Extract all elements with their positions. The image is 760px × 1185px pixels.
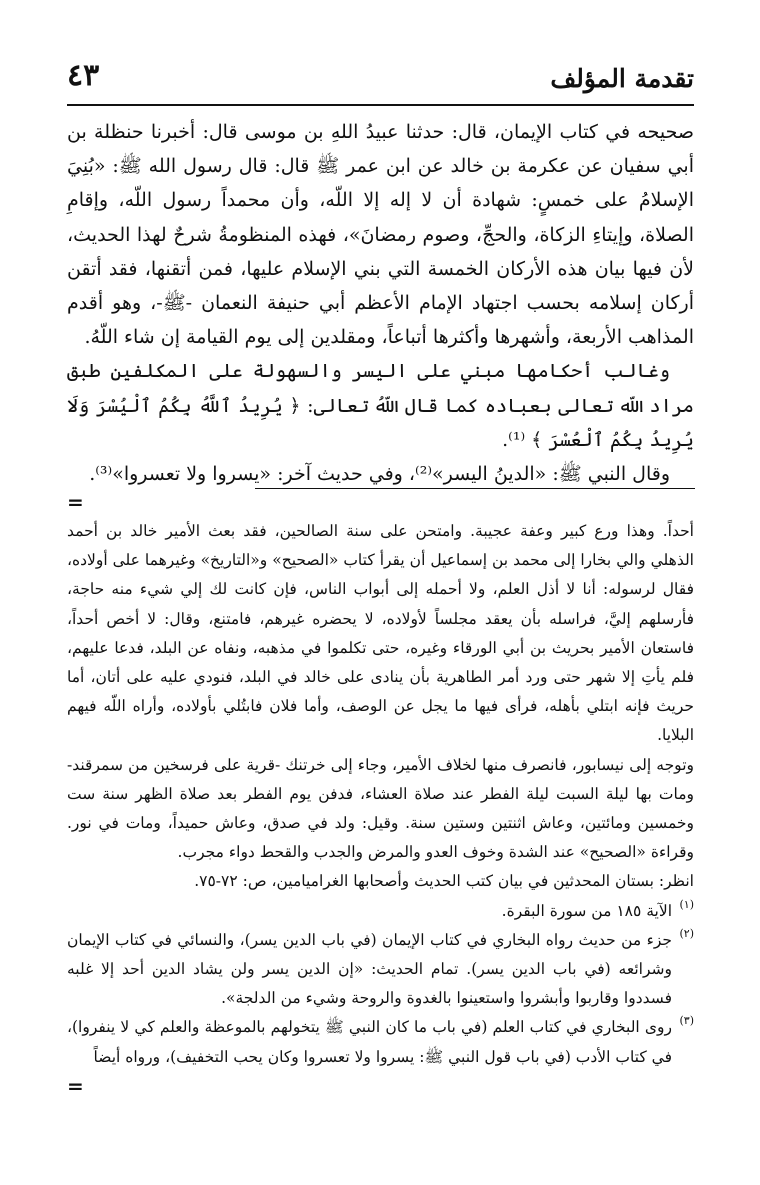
footnote-number: (٢) (679, 926, 694, 940)
running-title: تقدمة المؤلف (550, 64, 694, 93)
main-paragraph: صحيحه في كتاب الإيمان، قال: حدثنا عبيدُ اللهِ بن موسى قال: أخبرنا حنظلة بن أبي سفيان عن عكرمة بن خالد عن ابن عمر ﷺ قال: قال رسول الله ﷺ: «بُنِيَ الإسلامُ على خمسٍ: شهادة أن لا إله إلا اللّه، وأن محمداً رسول اللّه، وإقامِ الصلاة، وإيتاءِ الزكاة، والحجِّ، وصوم رمضانَ»، فهذه المنظومةُ شرحٌ لهذا الحديث، لأن فيها بيان هذه الأركان الخمسة التي بني الإسلام عليها، فمن أتقنها، فقد أتقن أركان إسلامه بحسب اجتهاد الإمام الأعظم أبي حنيفة النعمان -ﷺ-، وهو أقدم المذاهب الأربعة، وأشهرها وأكثرها أتباعاً، ومقلدين إلى يوم القيامة إن شاء اللّهُ. (67, 121, 694, 349)
page-number: ٤٣ (67, 58, 100, 93)
footnote-text: الآية ١٨٥ من سورة البقرة. (501, 901, 672, 920)
footnote-number: (٣) (679, 1014, 694, 1028)
page-header (67, 56, 694, 106)
main-paragraph: وقال النبي ﷺ: «الدينُ اليسر»⁽²⁾، وفي حديث آخر: «يسروا ولا تعسروا»⁽³⁾. (89, 463, 670, 486)
footnote-3 (67, 1013, 694, 1071)
continuation-mark-bottom: = (67, 1074, 84, 1098)
footnote-continuation: وتوجه إلى نيسابور، فانصرف منها لخلاف الأمير، وجاء إلى خرتنك -قرية على فرسخين من سمرقند- ومات بها ليلة السبت ليلة الفطر عند صلاة العشاء، فدفن يوم الفطر بعد صلاة الظهر سنة ست وخمسين ومائتين، وعاش اثنتين وستين سنة. وقيل: ولد في صدق، وعاش حميداً، ومات في نور. وقراءة «الصحيح» عند الشدة وخوف العدو والمرض والجدب والقحط دواء مجرب. (67, 755, 694, 862)
footnotes (67, 517, 694, 1072)
footnote-number: (١) (679, 897, 694, 911)
footnote-divider (255, 488, 695, 489)
continuation-mark-top: = (67, 490, 84, 514)
main-paragraph: وغالب أحكامها مبني على اليسر والسهولة على المكلفين طبق مراد اللّه تعالى بعباده كما قال اللّهُ تعالى: ﴿ يُرِيدُ ٱللَّهُ بِكُمُ ٱلْيُسْرَ وَلَا يُرِيدُ بِكُمُ ٱلْعُسْرَ ﴾ ⁽¹⁾. (67, 360, 694, 451)
footnote-2 (67, 926, 694, 1014)
footnote-continuation: أحداً. وهذا ورع كبير وعفة عجيبة. وامتحن على سنة الصالحين، فقد بعث الأمير خالد بن أحمد الذهلي والي بخارا إلى محمد بن إسماعيل أن يقرأ كتاب «الصحيح» و«التاريخ» وغيرهما على أولاده، فقال لرسوله: أنا لا أذل العلم، ولا أحمله إلى أبواب الناس، فإن كانت لك إلي شيء منه حاجة، فأرسلهم إليَّ، فراسله بأن يعقد مجلساً لأولاده، لا يحضره غيرهم، فامتنع، وقال: لا أخص أحداً، فاستعان الأمير بحريث بن أبي الورقاء وغيره، حتى تكلموا في مذهبه، ونفاه عن البلد، فدعا عليهم، فلم يأتِ إلا شهر حتى ورد أمر الطاهرية بأن ينادى على خالد في البلد، فنودي عليه على أتان، أما حريث فإنه ابتلي بأهله، فرأى فيها ما يجل عن الوصف، وأما فلان فابتُلي بأولاده، وأراه اللّه فيهم البلايا. (67, 522, 694, 745)
main-text (67, 115, 694, 491)
footnote-text: جزء من حديث رواه البخاري في كتاب الإيمان (في باب الدين يسر)، والنسائي في كتاب الإيمان وشرائعه (في باب الدين يسر). تمام الحديث: «إن الدين يسر ولن يشاد الدين أحد إلا غلبه فسددوا وقاربوا وأبشروا واستعينوا بالغدوة والروحة وشيء من الدلجة». (67, 930, 672, 1008)
footnote-1 (67, 897, 694, 926)
header-rule (67, 104, 694, 106)
footnote-text: روى البخاري في كتاب العلم (في باب ما كان النبي ﷺ يتخولهم بالموعظة والعلم كي لا ينفروا)، في كتاب الأدب (في باب قول النبي ﷺ: يسروا ولا تعسروا وكان يحب التخفيف)، ورواه أيضاً (67, 1018, 672, 1066)
footnote-source: انظر: بستان المحدثين في بيان كتب الحديث وأصحابها الغراميامين، ص: ٧٢-٧٥. (194, 872, 694, 891)
